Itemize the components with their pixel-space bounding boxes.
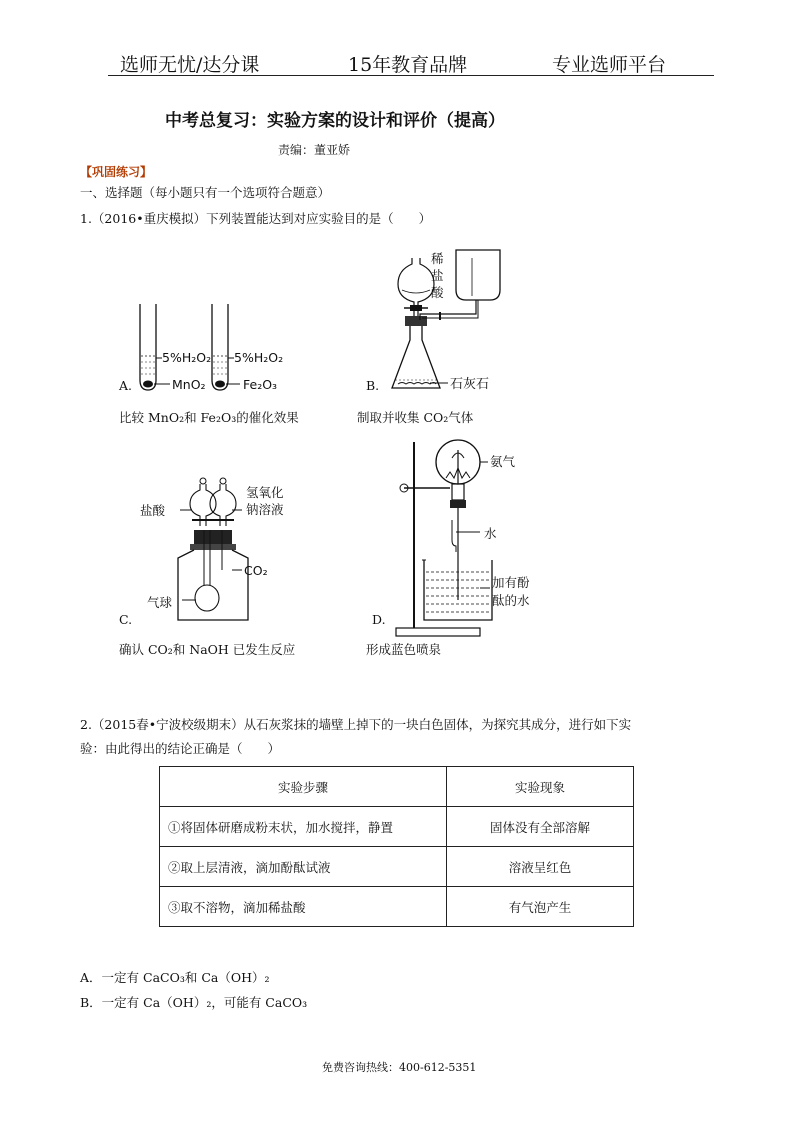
figure-d-caption: 形成蓝色喷泉 — [366, 642, 442, 657]
figure-b-letter: B. — [366, 378, 380, 393]
question-2-option-b: B．一定有 Ca（OH）₂，可能有 CaCO₃ — [80, 995, 308, 1010]
figure-d-water-label: 水 — [484, 526, 497, 541]
table-header-cell: 实验步骤 — [160, 767, 447, 807]
figure-c-gas-label: CO₂ — [244, 563, 268, 578]
header-center: 15年教育品牌 — [348, 54, 468, 76]
figure-d-gas-label: 氨气 — [490, 454, 516, 469]
question-2-stem-line1: 2.（2015春•宁波校级期末）从石灰浆抹的墙壁上掉下的一块白色固体，为探究其成分，进行如下实 — [80, 717, 632, 732]
table-row — [160, 847, 634, 887]
section-heading: 一、选择题（每小题只有一个选项符合题意） — [80, 185, 331, 200]
figure-b-caption: 制取并收集 CO₂气体 — [357, 410, 474, 425]
figure-a-tube1-label: 5%H₂O₂ — [162, 350, 212, 365]
table-row — [160, 887, 634, 927]
experiment-table — [159, 766, 634, 927]
table-row — [160, 807, 634, 847]
table-cell: ③取不溶物，滴加稀盐酸 — [160, 887, 447, 927]
figure-a-solid1-label: MnO₂ — [172, 377, 206, 392]
figure-c-balloon-label: 气球 — [147, 595, 173, 610]
figure-d-liquid-label: 加有酚 酞的水 — [492, 575, 530, 608]
figure-a-tube2-label: 5%H₂O₂ — [234, 350, 284, 365]
section-label: 【巩固练习】 — [80, 165, 153, 179]
header-right: 专业选师平台 — [552, 54, 667, 76]
figure-b-solid-label: 石灰石 — [450, 377, 490, 392]
figure-b-acid-label: 稀 盐 酸 — [431, 251, 444, 300]
question-2-stem-line2: 验：由此得出的结论正确是（ ） — [80, 741, 281, 756]
figure-a-caption: 比较 MnO₂和 Fe₂O₃的催化效果 — [119, 410, 299, 425]
page-title: 中考总复习：实验方案的设计和评价（提高） — [165, 111, 505, 131]
header-rule — [108, 75, 714, 76]
editor-line: 责编：董亚娇 — [278, 143, 351, 157]
figure-c-letter: C. — [119, 612, 133, 627]
table-cell: 有气泡产生 — [447, 887, 634, 927]
footer-hotline: 免费咨询热线：400-612-5351 — [322, 1061, 477, 1074]
question-2-option-a: A．一定有 CaCO₃和 Ca（OH）₂ — [80, 970, 270, 985]
table-cell: 固体没有全部溶解 — [447, 807, 634, 847]
figure-a-solid2-label: Fe₂O₃ — [243, 377, 278, 392]
figure-c-caption: 确认 CO₂和 NaOH 已发生反应 — [119, 642, 296, 657]
question-1-stem: 1.（2016•重庆模拟）下列装置能达到对应实验目的是（ ） — [80, 211, 432, 226]
table-header-row — [160, 767, 634, 807]
figure-c-acid-label: 盐酸 — [140, 503, 166, 518]
table-cell: ②取上层清液，滴加酚酞试液 — [160, 847, 447, 887]
figure-d-letter: D. — [372, 612, 386, 627]
table-header-cell: 实验现象 — [447, 767, 634, 807]
table-cell: 溶液呈红色 — [447, 847, 634, 887]
figure-a-letter: A. — [119, 378, 133, 393]
figure-c-naoh-label: 氢氧化 钠溶液 — [246, 485, 284, 517]
header-left: 选师无忧/达分课 — [120, 54, 260, 76]
table-cell: ①将固体研磨成粉末状，加水搅拌，静置 — [160, 807, 447, 847]
